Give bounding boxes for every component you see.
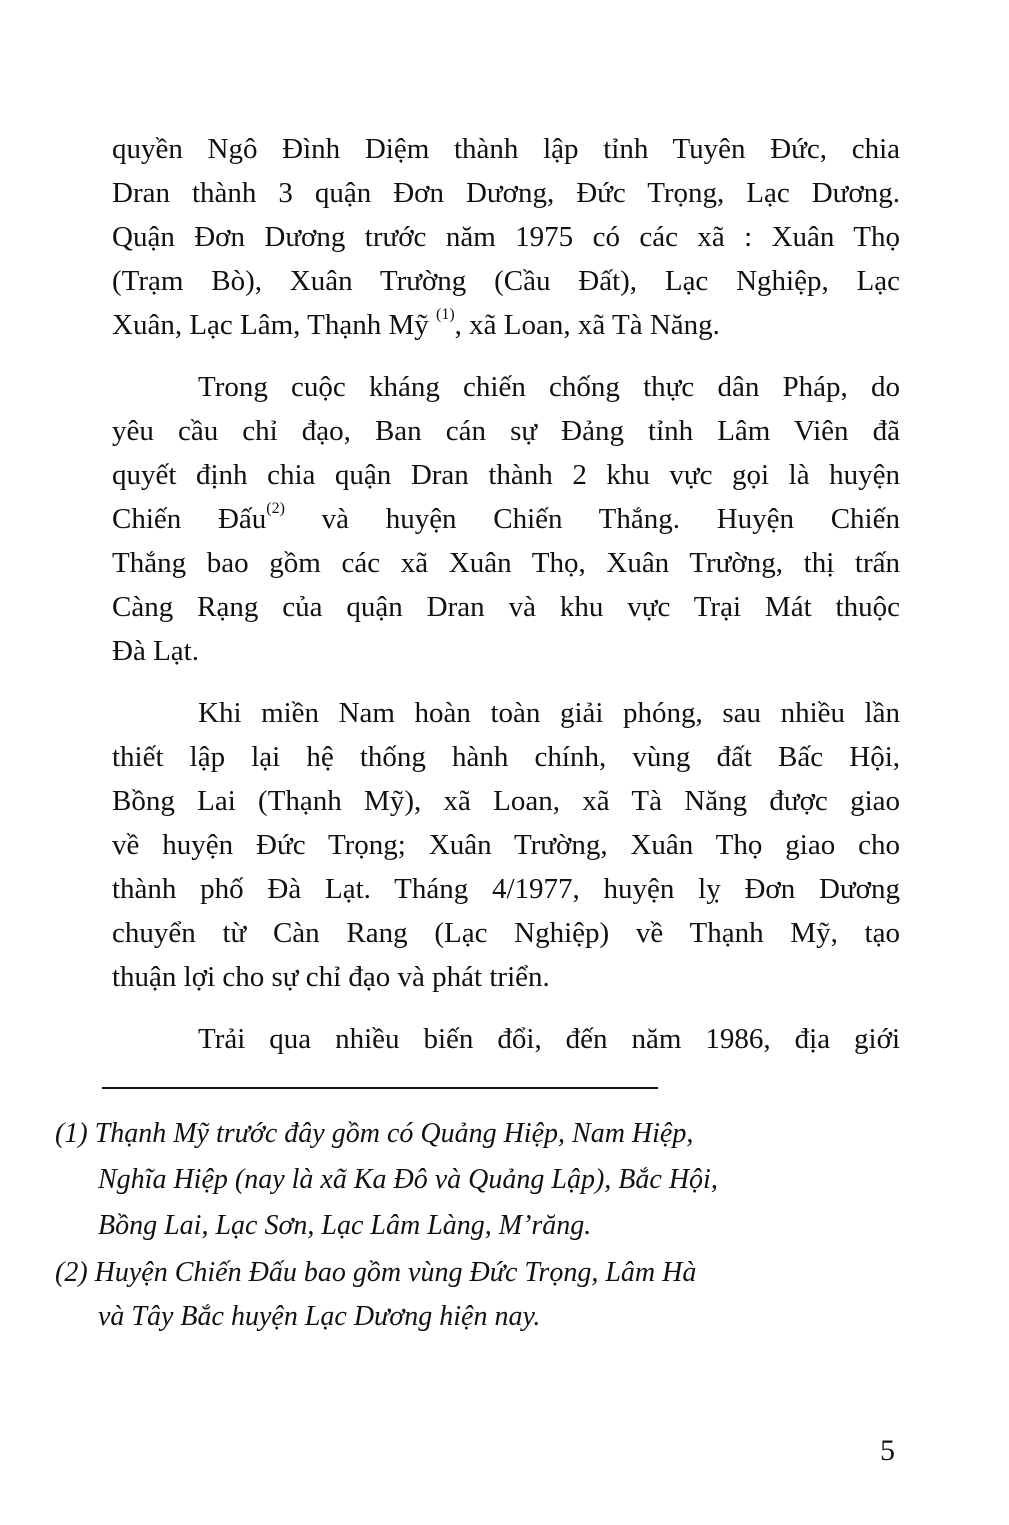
footnote-line: Bồng Lai, Lạc Sơn, Lạc Lâm Làng, M’răng. (98, 1210, 592, 1241)
body-line: (Trạm Bò), Xuân Trường (Cầu Đất), Lạc Nghiệp, Lạc (112, 265, 900, 297)
footnote-line: Nghĩa Hiệp (nay là xã Ka Đô và Quảng Lập), Bắc Hội, (98, 1164, 718, 1195)
body-line: Trong cuộc kháng chiến chống thực dân Pháp, do (198, 371, 900, 403)
footnote-line: và Tây Bắc huyện Lạc Dương hiện nay. (98, 1301, 541, 1332)
footnote-line: (2) Huyện Chiến Đấu bao gồm vùng Đức Trọng, Lâm Hà (55, 1257, 697, 1288)
body-line: quyền Ngô Đình Diệm thành lập tỉnh Tuyên Đức, chia (112, 133, 900, 165)
body-line: quyết định chia quận Dran thành 2 khu vực gọi là huyện (112, 459, 900, 491)
body-line: thiết lập lại hệ thống hành chính, vùng đất Bấc Hội, (112, 741, 900, 773)
body-line: yêu cầu chỉ đạo, Ban cán sự Đảng tỉnh Lâm Viên đã (112, 415, 900, 447)
body-line: Trải qua nhiều biến đổi, đến năm 1986, địa giới (198, 1023, 900, 1055)
body-line: thành phố Đà Lạt. Tháng 4/1977, huyện lỵ Đơn Dương (112, 873, 900, 905)
footnote-marker: (2) (266, 500, 285, 518)
body-line (112, 501, 900, 537)
body-text: Xuân, Lạc Lâm, Thạnh Mỹ (112, 309, 429, 341)
body-line: Thắng bao gồm các xã Xuân Thọ, Xuân Trường, thị trấn (112, 547, 900, 579)
footnote-line: (1) Thạnh Mỹ trước đây gồm có Quảng Hiệp, Nam Hiệp, (55, 1118, 694, 1149)
footnote-separator (102, 1087, 658, 1089)
body-line: Quận Đơn Dương trước năm 1975 có các xã : Xuân Thọ (112, 221, 900, 253)
body-text: , xã Loan, xã Tà Năng. (454, 309, 720, 341)
body-line: thuận lợi cho sự chỉ đạo và phát triển. (112, 961, 550, 993)
body-line: Càng Rạng của quận Dran và khu vực Trại Mát thuộc (112, 591, 900, 623)
body-line: về huyện Đức Trọng; Xuân Trường, Xuân Thọ giao cho (112, 829, 900, 861)
body-line: Bồng Lai (Thạnh Mỹ), xã Loan, xã Tà Năng được giao (112, 785, 900, 817)
body-text: và huyện Chiến Thắng. Huyện Chiến (284, 503, 900, 535)
footnote-marker: (1) (436, 306, 455, 324)
body-line: Đà Lạt. (112, 635, 199, 667)
body-line: chuyển từ Càn Rang (Lạc Nghiệp) về Thạnh Mỹ, tạo (112, 917, 900, 949)
body-text: Chiến Đấu (112, 503, 267, 535)
body-line: Khi miền Nam hoàn toàn giải phóng, sau nhiều lần (198, 697, 900, 729)
body-line (112, 307, 900, 343)
body-line: Dran thành 3 quận Đơn Dương, Đức Trọng, Lạc Dương. (112, 177, 900, 209)
page-number: 5 (880, 1434, 895, 1467)
